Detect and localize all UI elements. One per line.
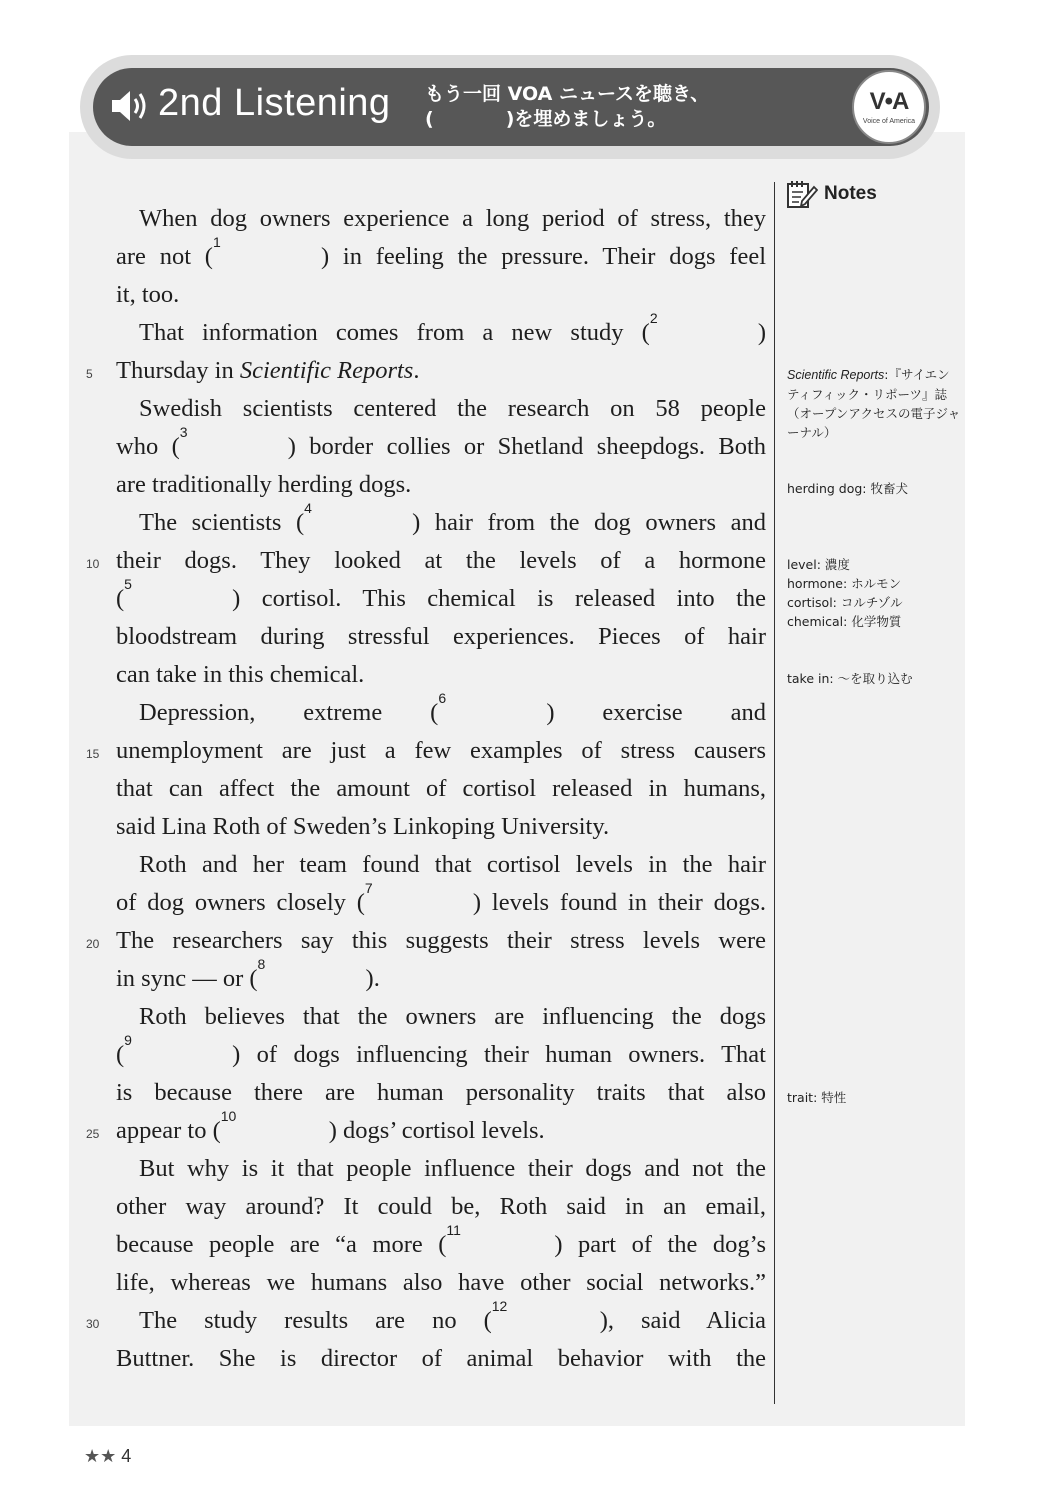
fill-blank: 5 bbox=[124, 575, 132, 592]
passage-line: That information comes from a new study ($^2$) bbox=[139, 309, 766, 346]
fill-blank: 12 bbox=[491, 1297, 508, 1314]
voa-logo bbox=[852, 70, 926, 144]
instruction-line-1: もう一回 VOA ニュースを聴き、 bbox=[425, 83, 710, 105]
passage-line: who ($^3$) border collies or Shetland sheepdogs. Both bbox=[116, 423, 766, 460]
line-number: 20 bbox=[86, 937, 100, 951]
passage-line: Roth believes that the owners are influencing the dogs bbox=[139, 1003, 766, 1030]
line-number: 25 bbox=[86, 1127, 100, 1141]
line-number: 5 bbox=[86, 367, 93, 381]
passage-line: ($^9$) of dogs influencing their human owners. That bbox=[116, 1031, 766, 1068]
passage-line: unemployment are just a few examples of stress causers bbox=[116, 737, 766, 764]
note-herding-dog: herding dog: 牧畜犬 bbox=[787, 481, 908, 496]
passage-line: Roth and her team found that cortisol levels in the hair bbox=[139, 851, 766, 878]
passage-line: Buttner. She is director of animal behavior with the bbox=[116, 1345, 766, 1372]
passage-line: The study results are no ($^{12}$), said Alicia bbox=[139, 1297, 766, 1334]
line-number: 30 bbox=[86, 1317, 100, 1331]
passage-line: Swedish scientists centered the research on 58 people bbox=[139, 395, 766, 422]
speaker-icon bbox=[110, 88, 150, 124]
section-instruction bbox=[425, 82, 805, 132]
voa-logo-mark: V•A bbox=[869, 88, 909, 115]
page-number: 4 bbox=[121, 1446, 132, 1466]
fill-blank: 3 bbox=[179, 423, 188, 440]
passage-line: The scientists ($^4$) hair from the dog owners and bbox=[139, 499, 766, 536]
passage-line: can take in this chemical. bbox=[116, 661, 365, 688]
fill-blank: 9 bbox=[124, 1031, 132, 1048]
notes-divider bbox=[774, 182, 775, 1404]
fill-blank: 1 bbox=[212, 233, 221, 250]
passage-line: are not ($^1$) in feeling the pressure. Their dogs feel bbox=[116, 233, 766, 270]
passage-line: life, whereas we humans also have other social networks.” bbox=[116, 1269, 766, 1296]
passage-line: of dog owners closely ($^7$) levels found in their dogs. bbox=[116, 879, 767, 916]
passage-line: other way around? It could be, Roth said in an email, bbox=[116, 1193, 766, 1220]
note-scientific-reports: Scientific Reports:『サイエンティフィック・リポーツ』誌（オープンアクセスの電子ジャーナル） bbox=[787, 367, 961, 440]
note-take-in: take in: ～を取り込む bbox=[787, 671, 913, 686]
passage-line: Thursday in Scientific Reports. bbox=[116, 357, 420, 384]
passage-line: ($^5$) cortisol. This chemical is released into the bbox=[116, 575, 766, 612]
passage-line: their dogs. They looked at the levels of a hormone bbox=[116, 547, 766, 574]
passage-line: Depression, extreme ($^6$) exercise and bbox=[139, 689, 766, 726]
passage-line: When dog owners experience a long period of stress, they bbox=[139, 205, 766, 232]
fill-blank: 6 bbox=[438, 689, 447, 706]
fill-blank: 11 bbox=[446, 1221, 461, 1238]
passage-line: appear to ($^{10}$) dogs’ cortisol levels. bbox=[116, 1107, 545, 1144]
note-level: level: 濃度 bbox=[787, 557, 850, 572]
fill-blank: 2 bbox=[649, 309, 658, 326]
passage-line: are traditionally herding dogs. bbox=[116, 471, 412, 498]
section-title: 2nd Listening bbox=[158, 82, 391, 124]
passage-line: because people are “a more ($^{11}$) part of the dog’s bbox=[116, 1221, 766, 1258]
note-cortisol: cortisol: コルチゾル bbox=[787, 595, 903, 610]
passage-line: bloodstream during stressful experiences. Pieces of hair bbox=[116, 623, 766, 650]
fill-blank: 4 bbox=[304, 499, 312, 516]
passage-line: said Lina Roth of Sweden’s Linkoping University. bbox=[116, 813, 610, 840]
passage-line: it, too. bbox=[116, 281, 180, 308]
notepad-pencil-icon bbox=[786, 179, 818, 209]
difficulty-stars: ★★ bbox=[84, 1446, 117, 1466]
passage-line: is because there are human personality traits that also bbox=[116, 1079, 766, 1106]
voa-logo-subtitle: Voice of America bbox=[862, 118, 916, 125]
fill-blank: 10 bbox=[220, 1107, 237, 1124]
line-number: 15 bbox=[86, 747, 100, 761]
line-number: 10 bbox=[86, 557, 100, 571]
note-chemical: chemical: 化学物質 bbox=[787, 614, 902, 629]
notes-title: Notes bbox=[824, 183, 877, 204]
fill-blank: 7 bbox=[364, 879, 373, 896]
instruction-line-2: ( )を埋めましょう。 bbox=[425, 108, 667, 130]
note-hormone: hormone: ホルモン bbox=[787, 576, 902, 591]
passage-line: that can affect the amount of cortisol released in humans, bbox=[116, 775, 766, 802]
passage-line: The researchers say this suggests their stress levels were bbox=[116, 927, 766, 954]
page-footer bbox=[84, 1446, 131, 1467]
passage-line: But why is it that people influence their dogs and not the bbox=[139, 1155, 766, 1182]
passage-line: in sync — or ($^8$). bbox=[116, 955, 380, 992]
fill-blank: 8 bbox=[257, 955, 266, 972]
note-trait: trait: 特性 bbox=[787, 1090, 847, 1105]
